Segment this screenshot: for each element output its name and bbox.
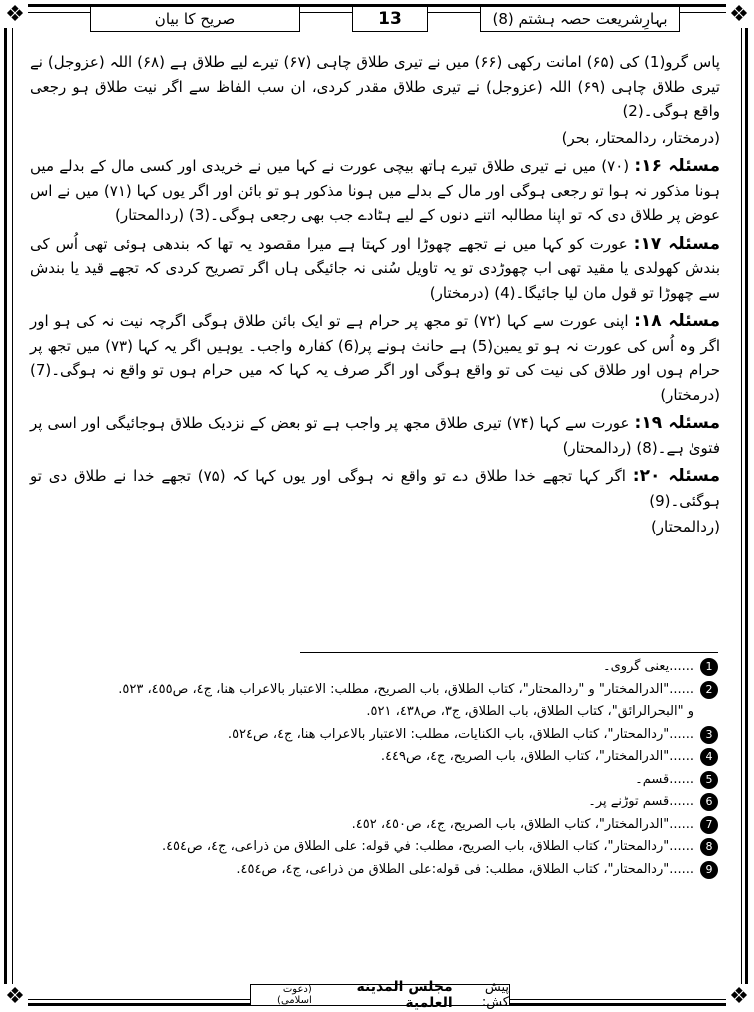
footnote-number: 2	[700, 681, 718, 699]
page-header	[90, 6, 680, 34]
source-citation: (ردالمحتار)	[562, 438, 632, 457]
footnote-text: ......"الدرالمختار" و "ردالمحتار"، کتاب الطلاق، باب الصریح، مطلب: الاعتبار بالاعراب هنا، ج٤، ص٤٥٥، ٥٢٣.	[118, 681, 694, 697]
masala-label: مسئلہ ۱۷:	[633, 233, 720, 254]
masala-label: مسئلہ ۱۶:	[634, 156, 720, 176]
footnote	[30, 769, 718, 792]
paragraph: پاس گرو(1) کی (۶۵) امانت رکھی (۶۶) میں نے تیری طلاق چاہی (۶۷) تیرے لیے طلاق ہے (۶۸) اللہ (عزوجل) نے تیری طلاق چاہی (۶۹) اللہ (عزوجل) نے تیری طلاق مقدر کردی، ان سب الفاظ سے اگر نیت طلاق ہو رجعی واقع ہوگی۔(2) (درمختار، ردالمحتار، بحر)	[30, 50, 720, 150]
presented-by-label: پیش کش:	[481, 980, 509, 1010]
footnote	[30, 791, 718, 814]
masala-20: مسئلہ ۲۰: اگر کہا تجھے خدا طلاق دے تو واقع نہ ہوگی اور یوں کہا کہ (۷۵) تجھے خدا نے طلاق دی تو ہوگئی۔(9) (ردالمحتار)	[30, 464, 720, 540]
footnote-text: ......"ردالمحتار"، کتاب الطلاق، مطلب: فی قوله:علی الطلاق من ذراعی، ج٤، ص٤٥٤.	[236, 861, 694, 877]
footnote-number: 8	[700, 838, 718, 856]
masala-label: مسئلہ ۲۰:	[632, 466, 720, 486]
footnote	[30, 679, 718, 702]
footnote-divider	[300, 652, 718, 653]
masala-19: مسئلہ ۱۹: عورت سے کہا (۷۴) تیری طلاق مجھ پر واجب ہے تو بعض کے نزدیک طلاق ہوجائیگی اور اسی پر فتویٰ ہے۔(8) (ردالمحتار)	[30, 413, 720, 457]
masala-16: مسئلہ ۱۶: (۷۰) میں نے تیری طلاق تیرے ہاتھ بیچی عورت نے کہا میں نے خریدی اور کسی مال کے بدلے میں ہونا مذکور نہ ہوا تو رجعی ہوگی اور مال کے بدلے میں ہونا مذکور ہو تو بائن اور اگر یوں کہا (۷۱) میں نے اس عوض پر طلاق دی کہ تو اپنا مطالبہ اتنے دنوں کے لیے ہٹادے جب بھی رجعی ہوگی۔(3) (ردالمحتار)	[30, 156, 721, 224]
footnote-text: ......"ردالمحتار"، کتاب الطلاق، باب الصریح، مطلب: في قوله: علی الطلاق من ذراعی، ج٤، ص٤٥٤.	[161, 839, 694, 854]
corner-ornament-icon: ❖	[726, 984, 752, 1010]
page-footer	[250, 979, 510, 1011]
chapter-title: صریح کا بیان	[90, 6, 300, 32]
footnote-number: 6	[700, 793, 718, 811]
footnote-text: ......قسم توڑنے پر۔	[588, 794, 694, 809]
source-citation: (درمختار)	[429, 283, 490, 302]
masala-label: مسئلہ ۱۹:	[634, 413, 720, 433]
footnotes	[30, 656, 718, 881]
footnote-number: 7	[700, 816, 718, 834]
main-text	[30, 50, 720, 544]
masala-17: مسئلہ ۱۷: عورت کو کہا میں نے تجھے چھوڑا اور کہتا ہے میرا مقصود یہ تھا کہ بندھی ہوئی تھی اُس کی بندش کھولدی یا مقید تھی اب چھوڑدی تو یہ تاویل سُنی نہ جائیگی ہاں اگر تصریح کردی کہ تجھے قید یا بندش سے چھوڑا تو قول مان لیا جائیگا۔(4) (درمختار)	[30, 233, 720, 302]
book-title: بہارِشریعت حصہ ہشتم (8)	[480, 6, 680, 32]
masala-18: مسئلہ ۱۸: اپنی عورت سے کہا (۷۲) تو مجھ پر حرام ہے تو ایک بائن طلاق ہوگی اگرچہ نیت نہ کی ہو اور اگر وہ اُس کی عورت نہ ہو تو یمین(5) ہے حانث ہونے پر(6) کفارہ واجب۔ یوہیں اگر یہ کہا (۷۳) میں تجھ پر حرام ہوں اور طلاق کی نیت کی تو واقع ہوگی اور اگر صرف یہ کہا کہ میں حرام ہوں تو واقع نہ ہوگی۔(7) (درمختار)	[30, 311, 721, 404]
footnote	[30, 656, 718, 679]
footnote-number: 5	[700, 771, 718, 789]
publisher-name: مجلس المدينة العلمية	[356, 979, 453, 1011]
masala-label: مسئلہ ۱۸:	[634, 311, 720, 331]
footnote	[30, 836, 718, 859]
source-citation: (ردالمحتار)	[115, 206, 185, 224]
footnote-number: 3	[700, 726, 718, 744]
corner-ornament-icon: ❖	[2, 2, 28, 28]
page-number: 13	[352, 6, 428, 32]
footnote-text: ......یعنی گروی۔	[602, 659, 694, 674]
footnote	[30, 724, 718, 747]
footnote-text: ......"الدرالمختار"، کتاب الطلاق، باب الصریح، ج٤، ص٤٥٠، ٤٥٢.	[351, 816, 694, 832]
source-citation: (درمختار)	[660, 385, 720, 404]
source-citation: (ردالمحتار)	[650, 518, 720, 536]
footnote-text: ......"الدرالمختار"، کتاب الطلاق، باب الصریح، ج٤، ص٤٤٩.	[380, 749, 694, 764]
footnote-continuation	[30, 701, 718, 724]
footnote-text: ......قسم۔	[635, 771, 694, 787]
footnote-number: 9	[700, 861, 718, 879]
footnote-number: 4	[700, 748, 718, 766]
footnote-text: و "البحرالرائق"، کتاب الطلاق، باب الطلاق، ج٣، ص٤٣٨، ٥٢١.	[366, 704, 694, 719]
source-citation: (درمختار، ردالمحتار، بحر)	[561, 128, 720, 147]
footnote	[30, 746, 718, 769]
footnote-text: ......"ردالمحتار"، کتاب الطلاق، باب الکنایات، مطلب: الاعتبار بالاعراب هنا، ج٤، ص٥٢٤.	[227, 726, 694, 742]
corner-ornament-icon: ❖	[2, 984, 28, 1010]
footnote	[30, 814, 718, 837]
footnote-number: 1	[700, 658, 718, 676]
corner-ornament-icon: ❖	[726, 2, 752, 28]
organization-name: (دعوت اسلامی)	[277, 984, 312, 1006]
footnote	[30, 859, 718, 882]
